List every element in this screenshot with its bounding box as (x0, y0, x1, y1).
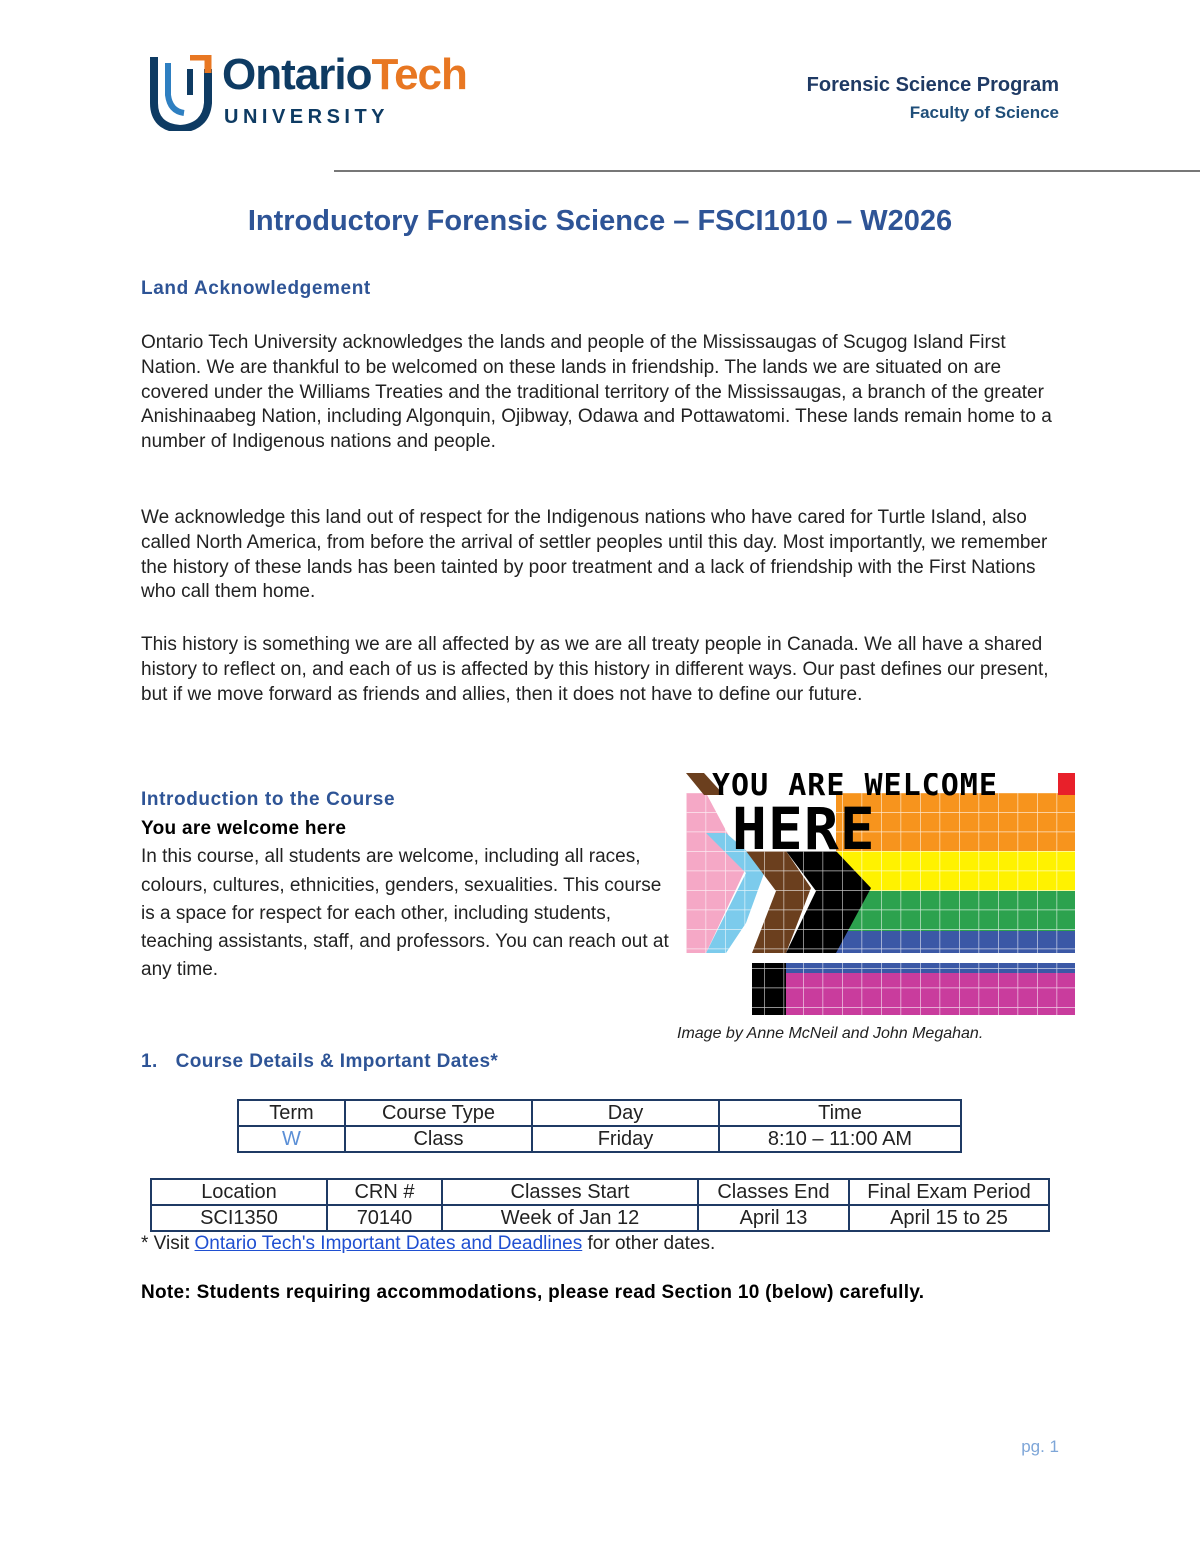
land-paragraph-3: This history is something we are all affected by as we are all treaty people in Canada. We all have a shared history to reflect on, and each of us is affected by this history in different ways. Our past defines our present, but if we move forward as friends and allies, then it does not have to define our future. (141, 634, 1049, 705)
intro-subheading: You are welcome here (141, 818, 347, 839)
intro-heading: Introduction to the Course (141, 789, 396, 810)
land-paragraph-1: Ontario Tech University acknowledges the lands and people of the Mississaugas of Scugog Island First Nation. We are thankful to be welcomed on these lands in friendship. The lands we are situated on are covered under the Williams Treaties and the traditional territory of the Mississaugas, a branch of the greater Anishinaabeg Nation, including Algonquin, Ojibway, Odawa and Pottawatomi. These lands remain home to a number of Indigenous nations and people. (141, 332, 1052, 453)
university-logo (150, 50, 490, 135)
important-dates-link[interactable]: Ontario Tech's Important Dates and Deadlines (194, 1233, 583, 1254)
visit-note: * Visit Ontario Tech's Important Dates and Deadlines for other dates. (141, 1233, 716, 1254)
table-header-row (238, 1100, 961, 1126)
table-cell-term: W (238, 1126, 345, 1152)
welcome-flag-image (686, 773, 1075, 1015)
course-schedule-table (237, 1099, 962, 1153)
program-info (807, 74, 1059, 123)
table-cell: SCI1350 (151, 1205, 327, 1231)
table-header-cell: Course Type (345, 1100, 532, 1126)
pride-flag-graphic (686, 773, 1075, 1015)
table-header-row (151, 1179, 1049, 1205)
table-cell: Friday (532, 1126, 719, 1152)
table-header-cell: Time (719, 1100, 961, 1126)
logo-university: UNIVERSITY (224, 106, 390, 128)
flag-line2: HERE (732, 795, 876, 863)
table-cell: 70140 (327, 1205, 442, 1231)
table-header-cell: Day (532, 1100, 719, 1126)
table-row (151, 1205, 1049, 1231)
land-acknowledgement-heading: Land Acknowledgement (141, 278, 371, 299)
table-header-cell: Term (238, 1100, 345, 1126)
accommodations-note: Note: Students requiring accommodations, please read Section 10 (below) carefully. (141, 1282, 925, 1303)
faculty-name: Faculty of Science (909, 103, 1059, 122)
course-dates-table (150, 1178, 1050, 1232)
section1-heading: 1. Course Details & Important Dates* (141, 1051, 499, 1072)
table-cell: Week of Jan 12 (442, 1205, 698, 1231)
table-cell: April 15 to 25 (849, 1205, 1049, 1231)
table-cell: Class (345, 1126, 532, 1152)
program-name: Forensic Science Program (806, 74, 1059, 96)
table-header-cell: Classes Start (442, 1179, 698, 1205)
table-row (238, 1126, 961, 1152)
shield-logo-icon (150, 55, 212, 131)
header-divider (334, 170, 1200, 172)
page-number: pg. 1 (1021, 1437, 1059, 1456)
land-paragraph-2: We acknowledge this land out of respect for the Indigenous nations who have cared for Turtle Island, also called North America, from before the arrival of settler peoples until this day. Most importantly, we remember the history of these lands has been tainted by poor treatment and a lack of friendship with the First Nations who call them home. (141, 507, 1048, 603)
table-header-cell: CRN # (327, 1179, 442, 1205)
table-header-cell: Classes End (698, 1179, 849, 1205)
intro-text: In this course, all students are welcome, including all races, colours, cultures, ethnicities, genders, sexualities. This course is a space for respect for each other, including students, teaching assistants, staff, and professors. You can reach out at any time. (141, 846, 669, 981)
table-cell: 8:10 – 11:00 AM (719, 1126, 961, 1152)
page-title: Introductory Forensic Science – FSCI1010 – W2026 (247, 205, 953, 237)
table-header-cell: Final Exam Period (849, 1179, 1049, 1205)
logo-wordmark: OntarioTech (222, 50, 467, 99)
flag-line1: YOU ARE WELCOME (712, 773, 998, 803)
intro-block (141, 815, 671, 985)
image-caption: Image by Anne McNeil and John Megahan. (677, 1025, 984, 1042)
table-header-cell: Location (151, 1179, 327, 1205)
table-cell: April 13 (698, 1205, 849, 1231)
